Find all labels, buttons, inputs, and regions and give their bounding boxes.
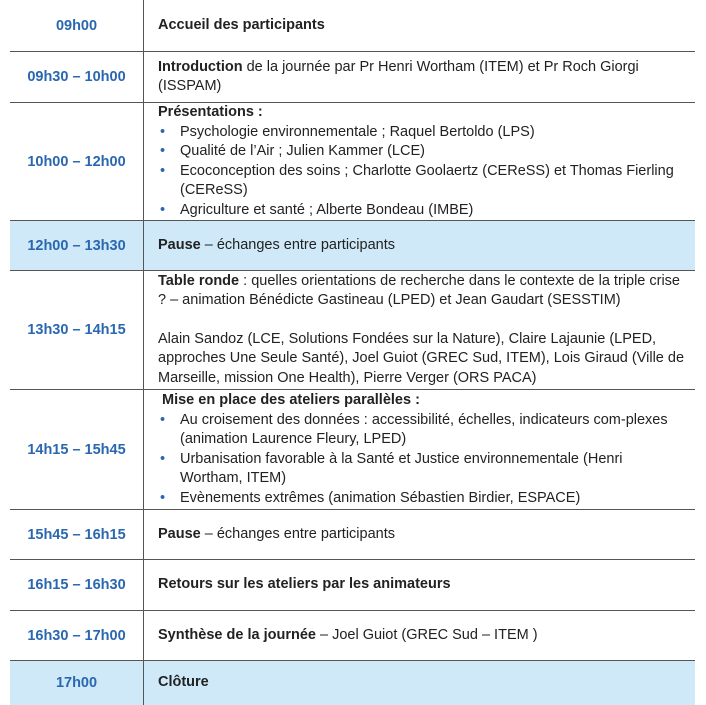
program-row: [10, 560, 695, 611]
list-item: • Evènements extrêmes (animation Sébastien Birdier, ESPACE): [158, 489, 689, 509]
program-row: [10, 510, 695, 560]
list-item: • Ecoconception des soins ; Charlotte Goolaertz (CEReSS) et Thomas Fierling (CEReSS): [158, 162, 689, 201]
row-title: Pause: [158, 236, 201, 253]
program-row: [10, 390, 695, 510]
content-cell: [144, 390, 695, 509]
time-cell: 09h00: [10, 0, 144, 51]
program-row: [10, 103, 695, 221]
row-text: – échanges entre participants: [200, 236, 395, 253]
row-title: Présentations :: [158, 104, 263, 120]
time-cell: 16h15 – 16h30: [10, 560, 144, 610]
row-text: – échanges entre participants: [200, 525, 395, 542]
list-item: • Psychologie environnementale ; Raquel Bertoldo (LPS): [158, 123, 689, 143]
row-text: : quelles orientations de recherche dans le contexte de la triple crise ? – animation Bénédicte Gastineau (LPED) et Jean Gaudart (SESSTIM): [158, 272, 680, 309]
time-cell: 12h00 – 13h30: [10, 221, 144, 270]
row-title: Synthèse de la journée: [158, 626, 316, 643]
list-item: • Urbanisation favorable à la Santé et Justice environnementale (Henri Wortham, ITEM): [158, 450, 689, 489]
list-item: • Qualité de l’Air ; Julien Kammer (LCE): [158, 142, 689, 162]
program-row: [10, 661, 695, 705]
content-cell: [144, 0, 695, 51]
content-cell: [144, 52, 695, 102]
content-cell: [144, 560, 695, 610]
time-cell: 09h30 – 10h00: [10, 52, 144, 102]
list-item: • Au croisement des données : accessibilité, échelles, indicateurs com-plexes (animation Laurence Fleury, LPED): [158, 411, 689, 450]
row-title: Retours sur les ateliers par les animateurs: [158, 576, 451, 593]
row-title: Introduction: [158, 58, 243, 75]
row-text-participants: Alain Sandoz (LCE, Solutions Fondées sur la Nature), Claire Lajaunie (LPED, approches Une Seule Santé), Joel Guiot (GREC Sud, ITEM), Lois Giraud (Ville de Marseille, mission One Health), Pierre Verger (ORS PACA): [158, 330, 685, 386]
program-row: [10, 0, 695, 52]
time-cell: 13h30 – 14h15: [10, 271, 144, 389]
row-title: Pause: [158, 525, 201, 542]
workshops-list: [158, 411, 689, 509]
time-cell: 10h00 – 12h00: [10, 103, 144, 220]
time-cell: 14h15 – 15h45: [10, 390, 144, 509]
row-text: – Joel Guiot (GREC Sud – ITEM ): [315, 626, 538, 643]
row-title: Mise en place des ateliers parallèles :: [162, 392, 420, 408]
content-cell: [144, 221, 695, 270]
row-title: Clôture: [158, 674, 209, 691]
program-table: [10, 0, 695, 705]
content-cell: [144, 611, 695, 660]
program-row: [10, 611, 695, 661]
time-cell: 17h00: [10, 661, 144, 705]
list-item: • Agriculture et santé ; Alberte Bondeau (IMBE): [158, 201, 689, 221]
time-cell: 16h30 – 17h00: [10, 611, 144, 660]
row-text: de la journée par Pr Henri Wortham (ITEM) et Pr Roch Giorgi (ISSPAM): [158, 58, 639, 94]
content-cell: [144, 103, 695, 220]
program-row: [10, 271, 695, 390]
presentations-list: [158, 123, 689, 221]
row-title: Accueil des participants: [158, 16, 325, 33]
content-cell: [144, 661, 695, 705]
program-row: [10, 52, 695, 103]
content-cell: [144, 510, 695, 559]
program-row: [10, 221, 695, 271]
content-cell: [144, 271, 695, 389]
row-title: Table ronde: [158, 272, 240, 289]
time-cell: 15h45 – 16h15: [10, 510, 144, 559]
